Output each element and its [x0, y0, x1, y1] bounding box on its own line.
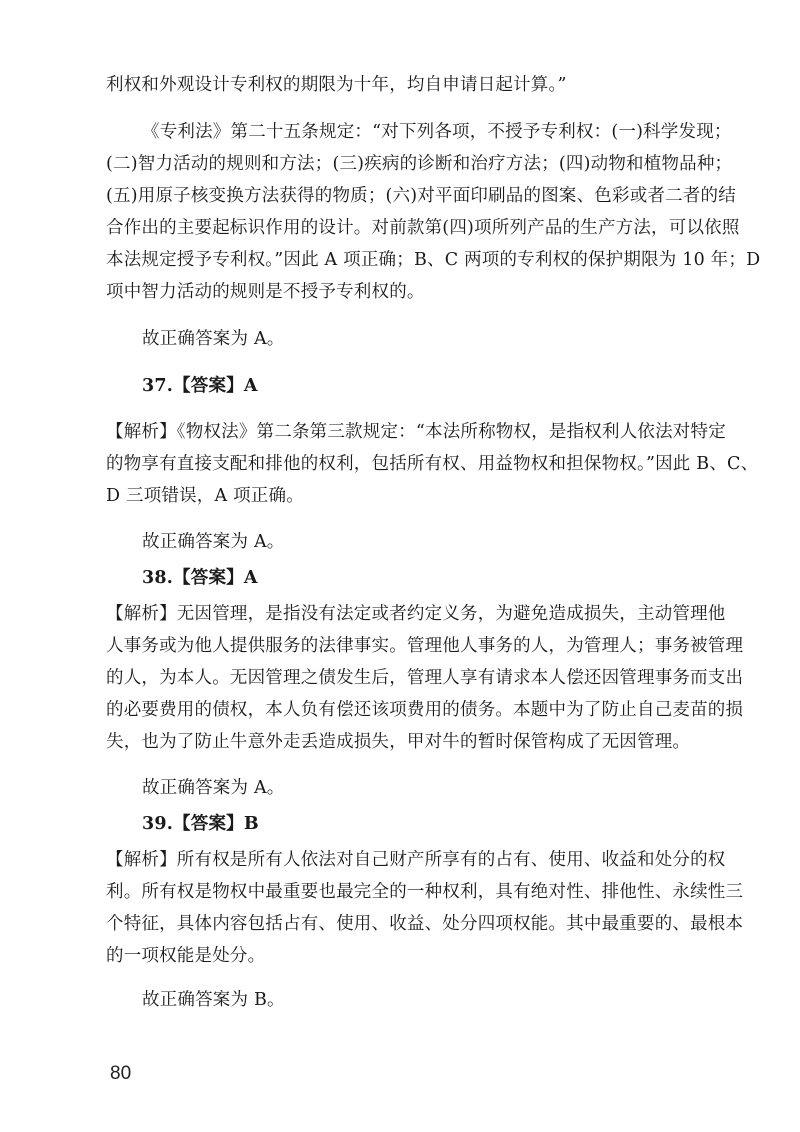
text-line: 项中智力活动的规则是不授予专利权的。 — [106, 282, 425, 302]
text-line: 的一项权能是处分。 — [106, 946, 266, 966]
text-line: (二)智力活动的规则和方法；(三)疾病的诊断和治疗方法；(四)动物和植物品种； — [106, 154, 733, 174]
text-line: 的人，为本人。无因管理之债发生后，管理人享有请求本人偿还因管理事务而支出 — [106, 668, 744, 688]
question-heading: 37.【答案】A — [142, 376, 258, 396]
analysis-line: 【解析】所有权是所有人依法对自己财产所享有的占有、使用、收益和处分的权 — [106, 850, 726, 870]
answer-line: 故正确答案为 A。 — [142, 532, 285, 552]
text-line: 利。所有权是物权中最重要也最完全的一种权利，具有绝对性、排他性、永续性三 — [106, 882, 744, 902]
text-line: 的必要费用的债权，本人负有偿还该项费用的债务。本题中为了防止自己麦苗的损 — [106, 700, 744, 720]
question-heading: 38.【答案】A — [142, 568, 258, 588]
text-line: (五)用原子核变换方法获得的物质；(六)对平面印刷品的图案、色彩或者二者的结 — [106, 186, 736, 206]
text-line: 《专利法》第二十五条规定：“对下列各项，不授予专利权：(一)科学发现； — [142, 122, 732, 142]
page-number: 80 — [110, 1063, 132, 1084]
text-line: 人事务或为他人提供服务的法律事实。管理他人事务的人，为管理人；事务被管理 — [106, 636, 744, 656]
text-line: 失，也为了防止牛意外走丢造成损失，甲对牛的暂时保管构成了无因管理。 — [106, 732, 691, 752]
answer-line: 故正确答案为 B。 — [142, 990, 285, 1010]
text-line: D 三项错误，A 项正确。 — [106, 486, 304, 506]
question-heading: 39.【答案】B — [142, 814, 259, 834]
text-line: 的物享有直接支配和排他的权利，包括所有权、用益物权和担保物权。”因此 B、C、 — [106, 454, 759, 474]
text-line: 个特征，具体内容包括占有、使用、收益、处分四项权能。其中最重要的、最根本 — [106, 914, 744, 934]
analysis-line: 【解析】无因管理，是指没有法定或者约定义务，为避免造成损失，主动管理他 — [106, 604, 726, 624]
text-line: 利权和外观设计专利权的期限为十年，均自申请日起计算。” — [106, 75, 567, 95]
text-line: 本法规定授予专利权。”因此 A 项正确；B、C 两项的专利权的保护期限为 10 年；D — [106, 250, 761, 270]
text-line: 合作出的主要起标识作用的设计。对前款第(四)项所列产品的生产方法，可以依照 — [106, 218, 740, 238]
analysis-line: 【解析】《物权法》第二条第三款规定：“本法所称物权，是指权利人依法对特定 — [106, 422, 726, 442]
answer-line: 故正确答案为 A。 — [142, 778, 285, 798]
answer-line: 故正确答案为 A。 — [142, 329, 285, 349]
